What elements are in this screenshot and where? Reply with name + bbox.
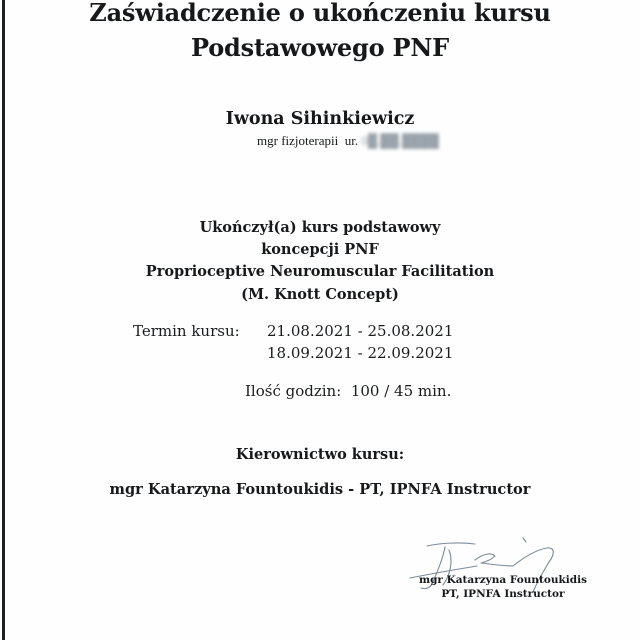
term-label: Termin kursu: [133, 322, 240, 340]
course-line-concept: koncepcji PNF [261, 241, 379, 258]
certificate-title-line1: Zaświadczenie o ukończeniu kursu [89, 0, 551, 27]
recipient-birthdate-redacted: 0█.██.████ [361, 133, 439, 148]
signature-role: PT, IPNFA Instructor [441, 588, 565, 600]
hours-value: 100 / 45 min. [350, 382, 452, 400]
hours-label: Ilość godzin: [245, 382, 342, 400]
recipient-details [257, 134, 439, 148]
term-date-2: 18.09.2021 - 22.09.2021 [267, 344, 454, 362]
course-line-completed: Ukończył(a) kurs podstawowy [199, 219, 441, 236]
signature-name: mgr Katarzyna Fountoukidis [418, 574, 588, 586]
scan-edge-border [2, 0, 5, 640]
recipient-degree: mgr fizjoterapii ur. [257, 133, 362, 148]
course-line-knott: (M. Knott Concept) [241, 286, 399, 303]
hours-row [245, 380, 451, 402]
recipient-name: Iwona Sihinkiewicz [225, 109, 415, 129]
term-date-1: 21.08.2021 - 25.08.2021 [267, 322, 454, 340]
course-line-full-name: Proprioceptive Neuromuscular Facilitation [145, 263, 495, 280]
certificate-title-line2: Podstawowego PNF [191, 33, 449, 62]
direction-person: mgr Katarzyna Fountoukidis - PT, IPNFA Instructor [109, 481, 531, 498]
direction-heading: Kierownictwo kursu: [235, 446, 405, 463]
